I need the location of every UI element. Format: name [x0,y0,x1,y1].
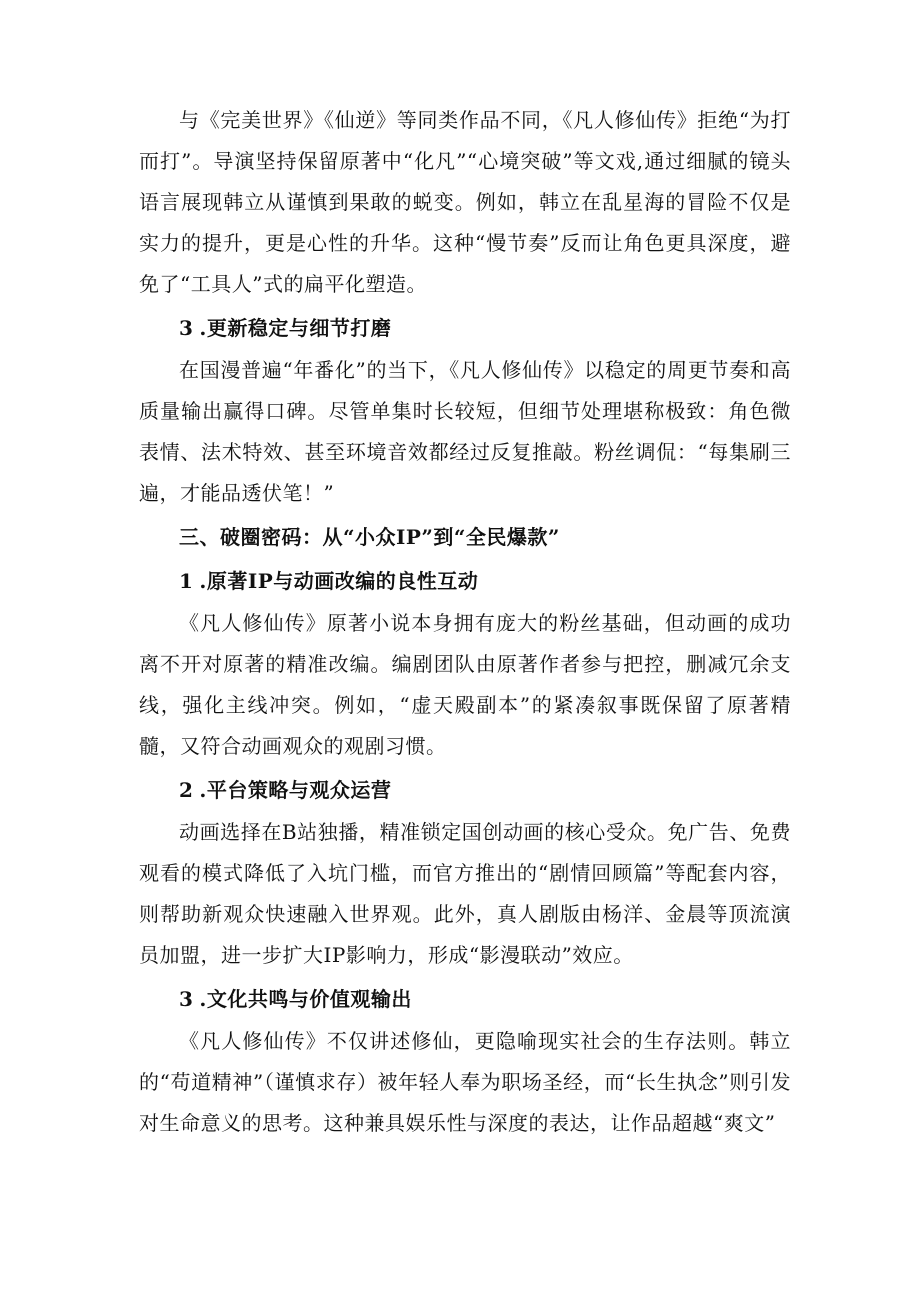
heading-text: .更新稳定与细节打磨 [199,316,392,340]
heading-number: 3 [179,987,194,1011]
section-heading-platform [139,770,791,811]
paragraph-text-drama: 与《完美世界》《仙逆》等同类作品不同，《凡人修仙传》拒绝“为打而打”。导演坚持保留原著中“化凡”“心境突破”等文戏,通过细腻的镜头语言展现韩立从谨慎到果敢的蜕变。例如，韩立在乱星海的冒险不仅是实力的提升，更是心性的升华。这种“慢节奏”反而让角色更具深度，避免了“工具人”式的扁平化塑造。 [139,108,791,296]
chapter-heading-breakout [139,517,791,558]
document-body [139,100,791,1144]
heading-text: .文化共鸣与价值观输出 [199,987,412,1011]
paragraph-platform-strategy: 动画选择在B站独播，精准锁定国创动画的核心受众。免广告、免费观看的模式降低了入坑门槛，而官方推出的“剧情回顾篇”等配套内容，则帮助新观众快速融入世界观。此外，真人剧版由杨洋、金晨等顶流演员加盟，进一步扩大IP影响力，形成“影漫联动”效应。 [139,820,791,967]
heading-text: .原著IP与动画改编的良性互动 [199,569,479,593]
section-heading-update [139,308,791,349]
heading-number: 2 [179,778,194,802]
section-heading-ip-adaptation [139,561,791,602]
heading-text: 三、破圈密码：从“小众IP”到“全民爆款” [179,525,560,549]
heading-number: 3 [179,316,194,340]
paragraph-update-rhythm: 在国漫普遍“年番化”的当下，《凡人修仙传》以稳定的周更节奏和高质量输出赢得口碑。尽管单集时长较短，但细节处理堪称极致：角色微表情、法术特效、甚至环境音效都经过反复推敲。粉丝调侃：“每集刷三遍，才能品透伏笔！” [139,358,791,505]
section-heading-culture [139,979,791,1020]
paragraph-ip-adaptation: 《凡人修仙传》原著小说本身拥有庞大的粉丝基础，但动画的成功离不开对原著的精准改编。编剧团队由原著作者参与把控，删减冗余支线，强化主线冲突。例如，“虚天殿副本”的紧凑叙事既保留了原著精髓，又符合动画观众的观剧习惯。 [139,611,791,758]
heading-number: 1 [179,569,194,593]
paragraph-culture-values: 《凡人修仙传》不仅讲述修仙，更隐喻现实社会的生存法则。韩立的“苟道精神”（谨慎求存）被年轻人奉为职场圣经，而“长生执念”则引发对生命意义的思考。这种兼具娱乐性与深度的表达，让作品超越“爽文” [139,1029,791,1135]
heading-text: .平台策略与观众运营 [199,778,392,802]
